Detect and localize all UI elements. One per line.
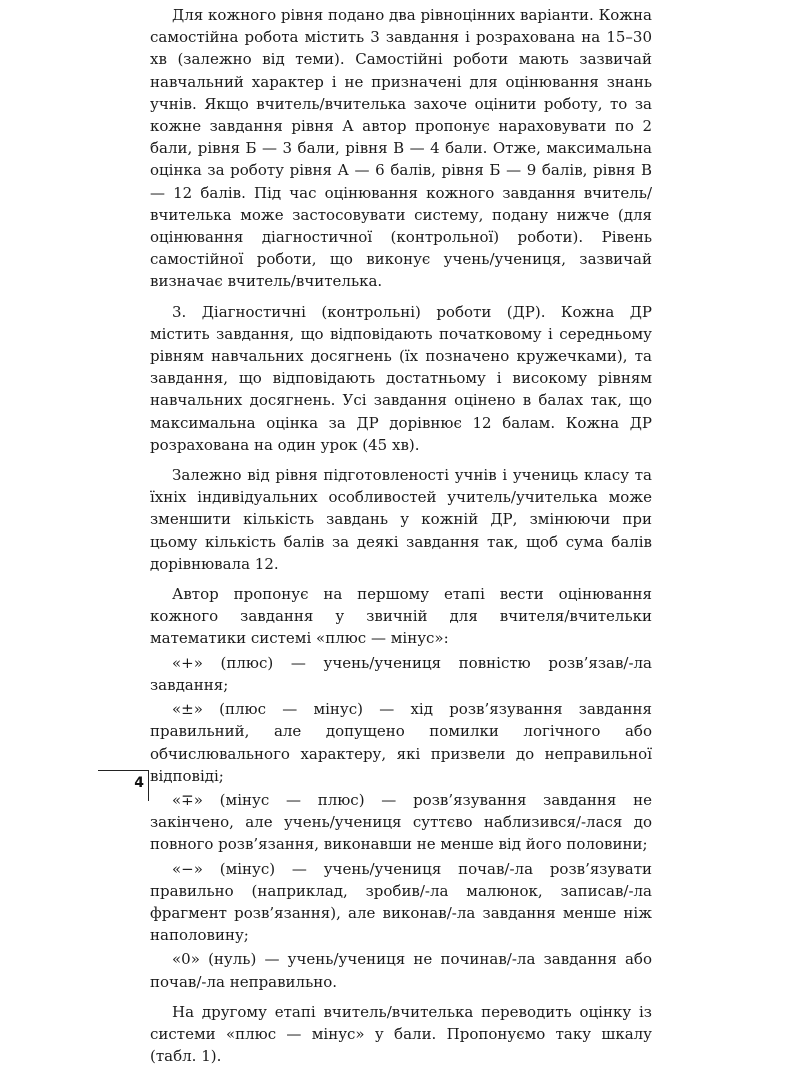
document-body (150, 4, 652, 1067)
page-number-frame (98, 770, 149, 801)
list-item-plus-minus: «±» (плюс — мінус) — хід розв’язування завдання правильний, але допущено помилки логічного або обчислювального характеру, які призвели до неправильної відповіді; (150, 700, 652, 785)
list-item-minus: «−» (мінус) — учень/учениця почав/-ла розв’язувати правильно (наприклад, зробив/-ла малюнок, записав/-ла фрагмент розв’язання), але виконав/-ла завдання менше ніж наполовину; (150, 859, 652, 945)
paragraph-task-reduction: Залежно від рівня підготовленості учнів і учениць класу та їхніх індивідуальних особливостей учитель/учителька може зменшити кількість завдань у кожній ДР, змінюючи при цьому кількість балів за деякі завдання так, щоб сума балів дорівнювала 12. (150, 466, 652, 573)
page-number: 4 (134, 775, 144, 791)
paragraph-self-work-evaluation: Для кожного рівня подано два рівноцінних варіанти. Кожна самостійна робота містить 3 завдання і розрахована на 15–30 хв (залежно від теми). Самостійні роботи мають зазвичай навчальний характер і не призначені для оцінювання знань учнів. Якщо вчитель/вчителька захоче оцінити роботу, то за кожне завдання рівня А автор пропонує нараховувати по 2 бали, рівня Б — 3 бали, рівня В — 4 бали. Отже, максимальна оцінка за роботу рівня А — 6 балів, рівня Б — 9 балів, рівня В — 12 балів. Під час оцінювання кожного завдання вчитель/вчителька може застосовувати систему, подану нижче (для оцінювання діагностичної (контрольної) роботи). Рівень самостійної роботи, що виконує учень/учениця, зазвичай визначає вчитель/вчителька. (150, 6, 652, 291)
list-item-minus-plus: «∓» (мінус — плюс) — розв’язування завдання не закінчено, але учень/учениця суттєво наблизився/-лася до повного розв’язання, виконавши не менше від його половини; (150, 790, 652, 854)
list-item-zero: «0» (нуль) — учень/учениця не починав/-ла завдання або почав/-ла неправильно. (150, 950, 652, 991)
paragraph-second-stage: На другому етапі вчитель/вчителька переводить оцінку із системи «плюс — мінус» у бали. Пропонуємо таку шкалу (табл. 1). (150, 1002, 652, 1066)
list-item-plus: «+» (плюс) — учень/учениця повністю розв’язав/-ла завдання; (150, 653, 652, 694)
paragraph-plus-minus-intro: Автор пропонує на першому етапі вести оцінювання кожного завдання у звичній для вчителя/вчительки математики системі «плюс — мінус»: (150, 585, 652, 648)
paragraph-diagnostic-works: 3. Діагностичні (контрольні) роботи (ДР). Кожна ДР містить завдання, що відповідають початковому і середньому рівням навчальних досягнень (їх позначено кружечками), та завдання, що відповідають достатньому і високому рівням навчальних досягнень. Усі завдання оцінено в балах так, що максимальна оцінка за ДР дорівнює 12 балам. Кожна ДР розрахована на один урок (45 хв). (150, 302, 652, 454)
